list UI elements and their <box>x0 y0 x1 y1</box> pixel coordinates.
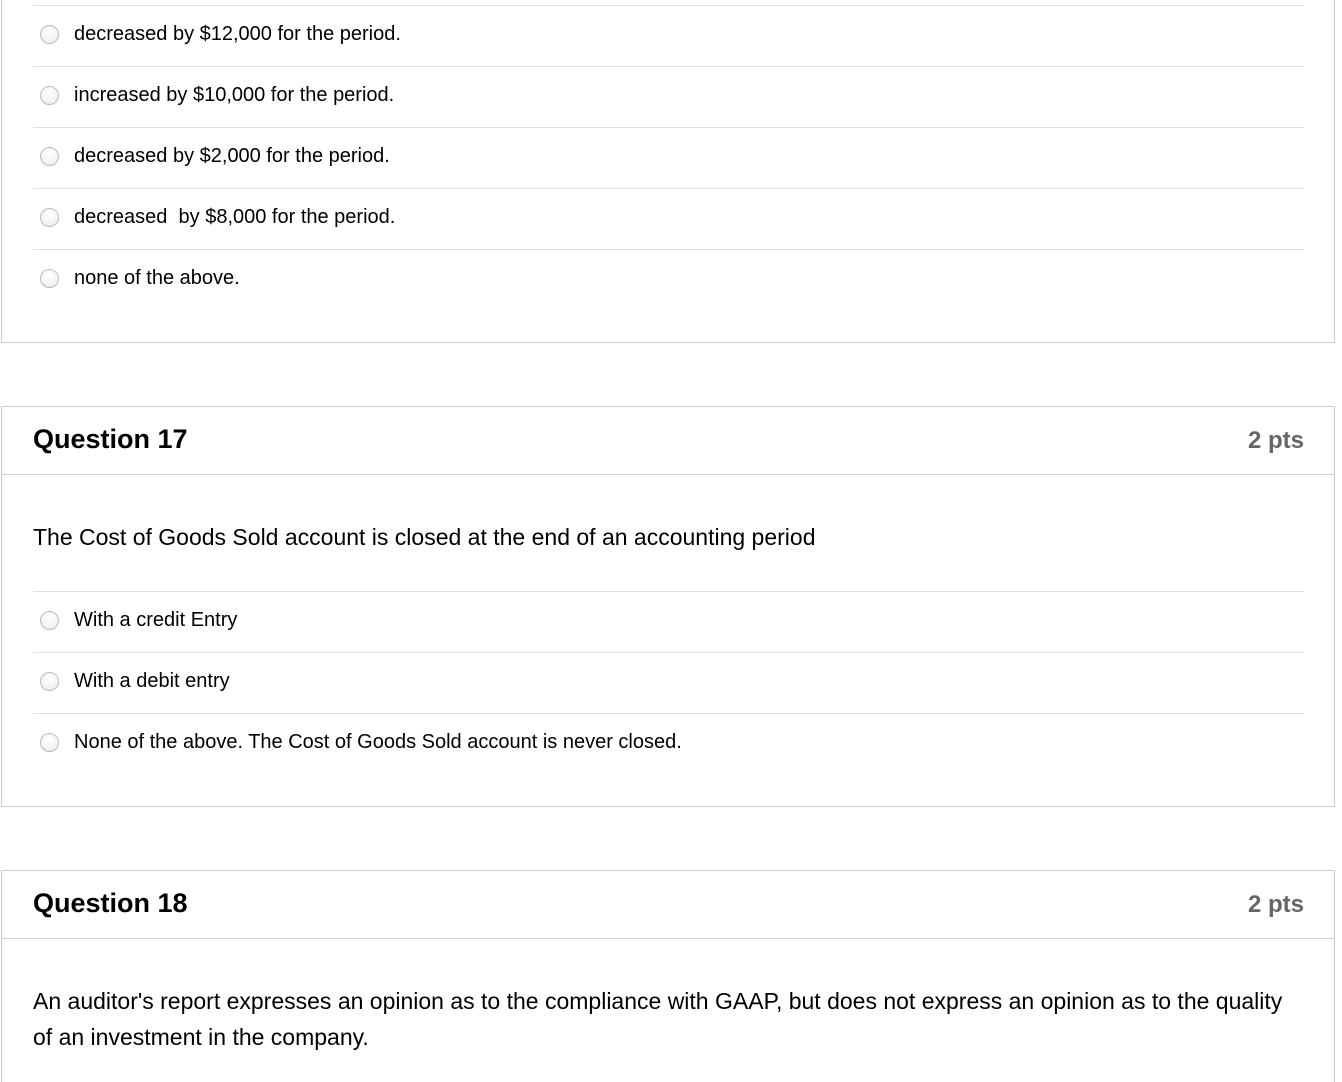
question-text: An auditor's report expresses an opinion as to the compliance with GAAP, but does not express an opinion as to the quality of an investment in the company. <box>33 988 1283 1050</box>
question-17-card <box>1 406 1335 807</box>
answer-label: None of the above. The Cost of Goods Sold account is never closed. <box>74 731 682 753</box>
answer-option[interactable] <box>33 66 1304 127</box>
answer-option[interactable] <box>33 249 1304 310</box>
radio-unselected-icon[interactable] <box>40 147 59 166</box>
question-points: 2 pts <box>1247 427 1304 454</box>
question-17-answers <box>33 591 1304 774</box>
radio-unselected-icon[interactable] <box>40 86 59 105</box>
answer-option[interactable] <box>33 188 1304 249</box>
answer-option[interactable] <box>33 591 1304 652</box>
answer-label: none of the above. <box>74 267 240 289</box>
answer-label: decreased by $2,000 for the period. <box>74 145 390 167</box>
answer-option[interactable] <box>33 127 1304 188</box>
answer-option[interactable] <box>33 652 1304 713</box>
radio-unselected-icon[interactable] <box>40 672 59 691</box>
answer-label: decreased by $8,000 for the period. <box>74 206 396 228</box>
question-points: 2 pts <box>1247 891 1304 918</box>
answer-label: With a debit entry <box>74 670 230 692</box>
answer-label: With a credit Entry <box>74 609 238 631</box>
answer-option[interactable] <box>33 5 1304 66</box>
question-header <box>2 407 1334 475</box>
radio-unselected-icon[interactable] <box>40 208 59 227</box>
radio-unselected-icon[interactable] <box>40 25 59 44</box>
question-title: Question 17 <box>33 424 188 454</box>
radio-unselected-icon[interactable] <box>40 733 59 752</box>
question-16-answers <box>33 5 1304 310</box>
question-text: The Cost of Goods Sold account is closed at the end of an accounting period <box>33 524 816 550</box>
question-header <box>2 871 1334 939</box>
radio-unselected-icon[interactable] <box>40 269 59 288</box>
question-title: Question 18 <box>33 888 188 918</box>
answer-option[interactable] <box>33 713 1304 774</box>
answer-label: increased by $10,000 for the period. <box>74 84 395 106</box>
question-16-card <box>1 0 1335 343</box>
answer-label: decreased by $12,000 for the period. <box>74 23 401 45</box>
radio-unselected-icon[interactable] <box>40 611 59 630</box>
question-18-card <box>1 870 1335 1082</box>
